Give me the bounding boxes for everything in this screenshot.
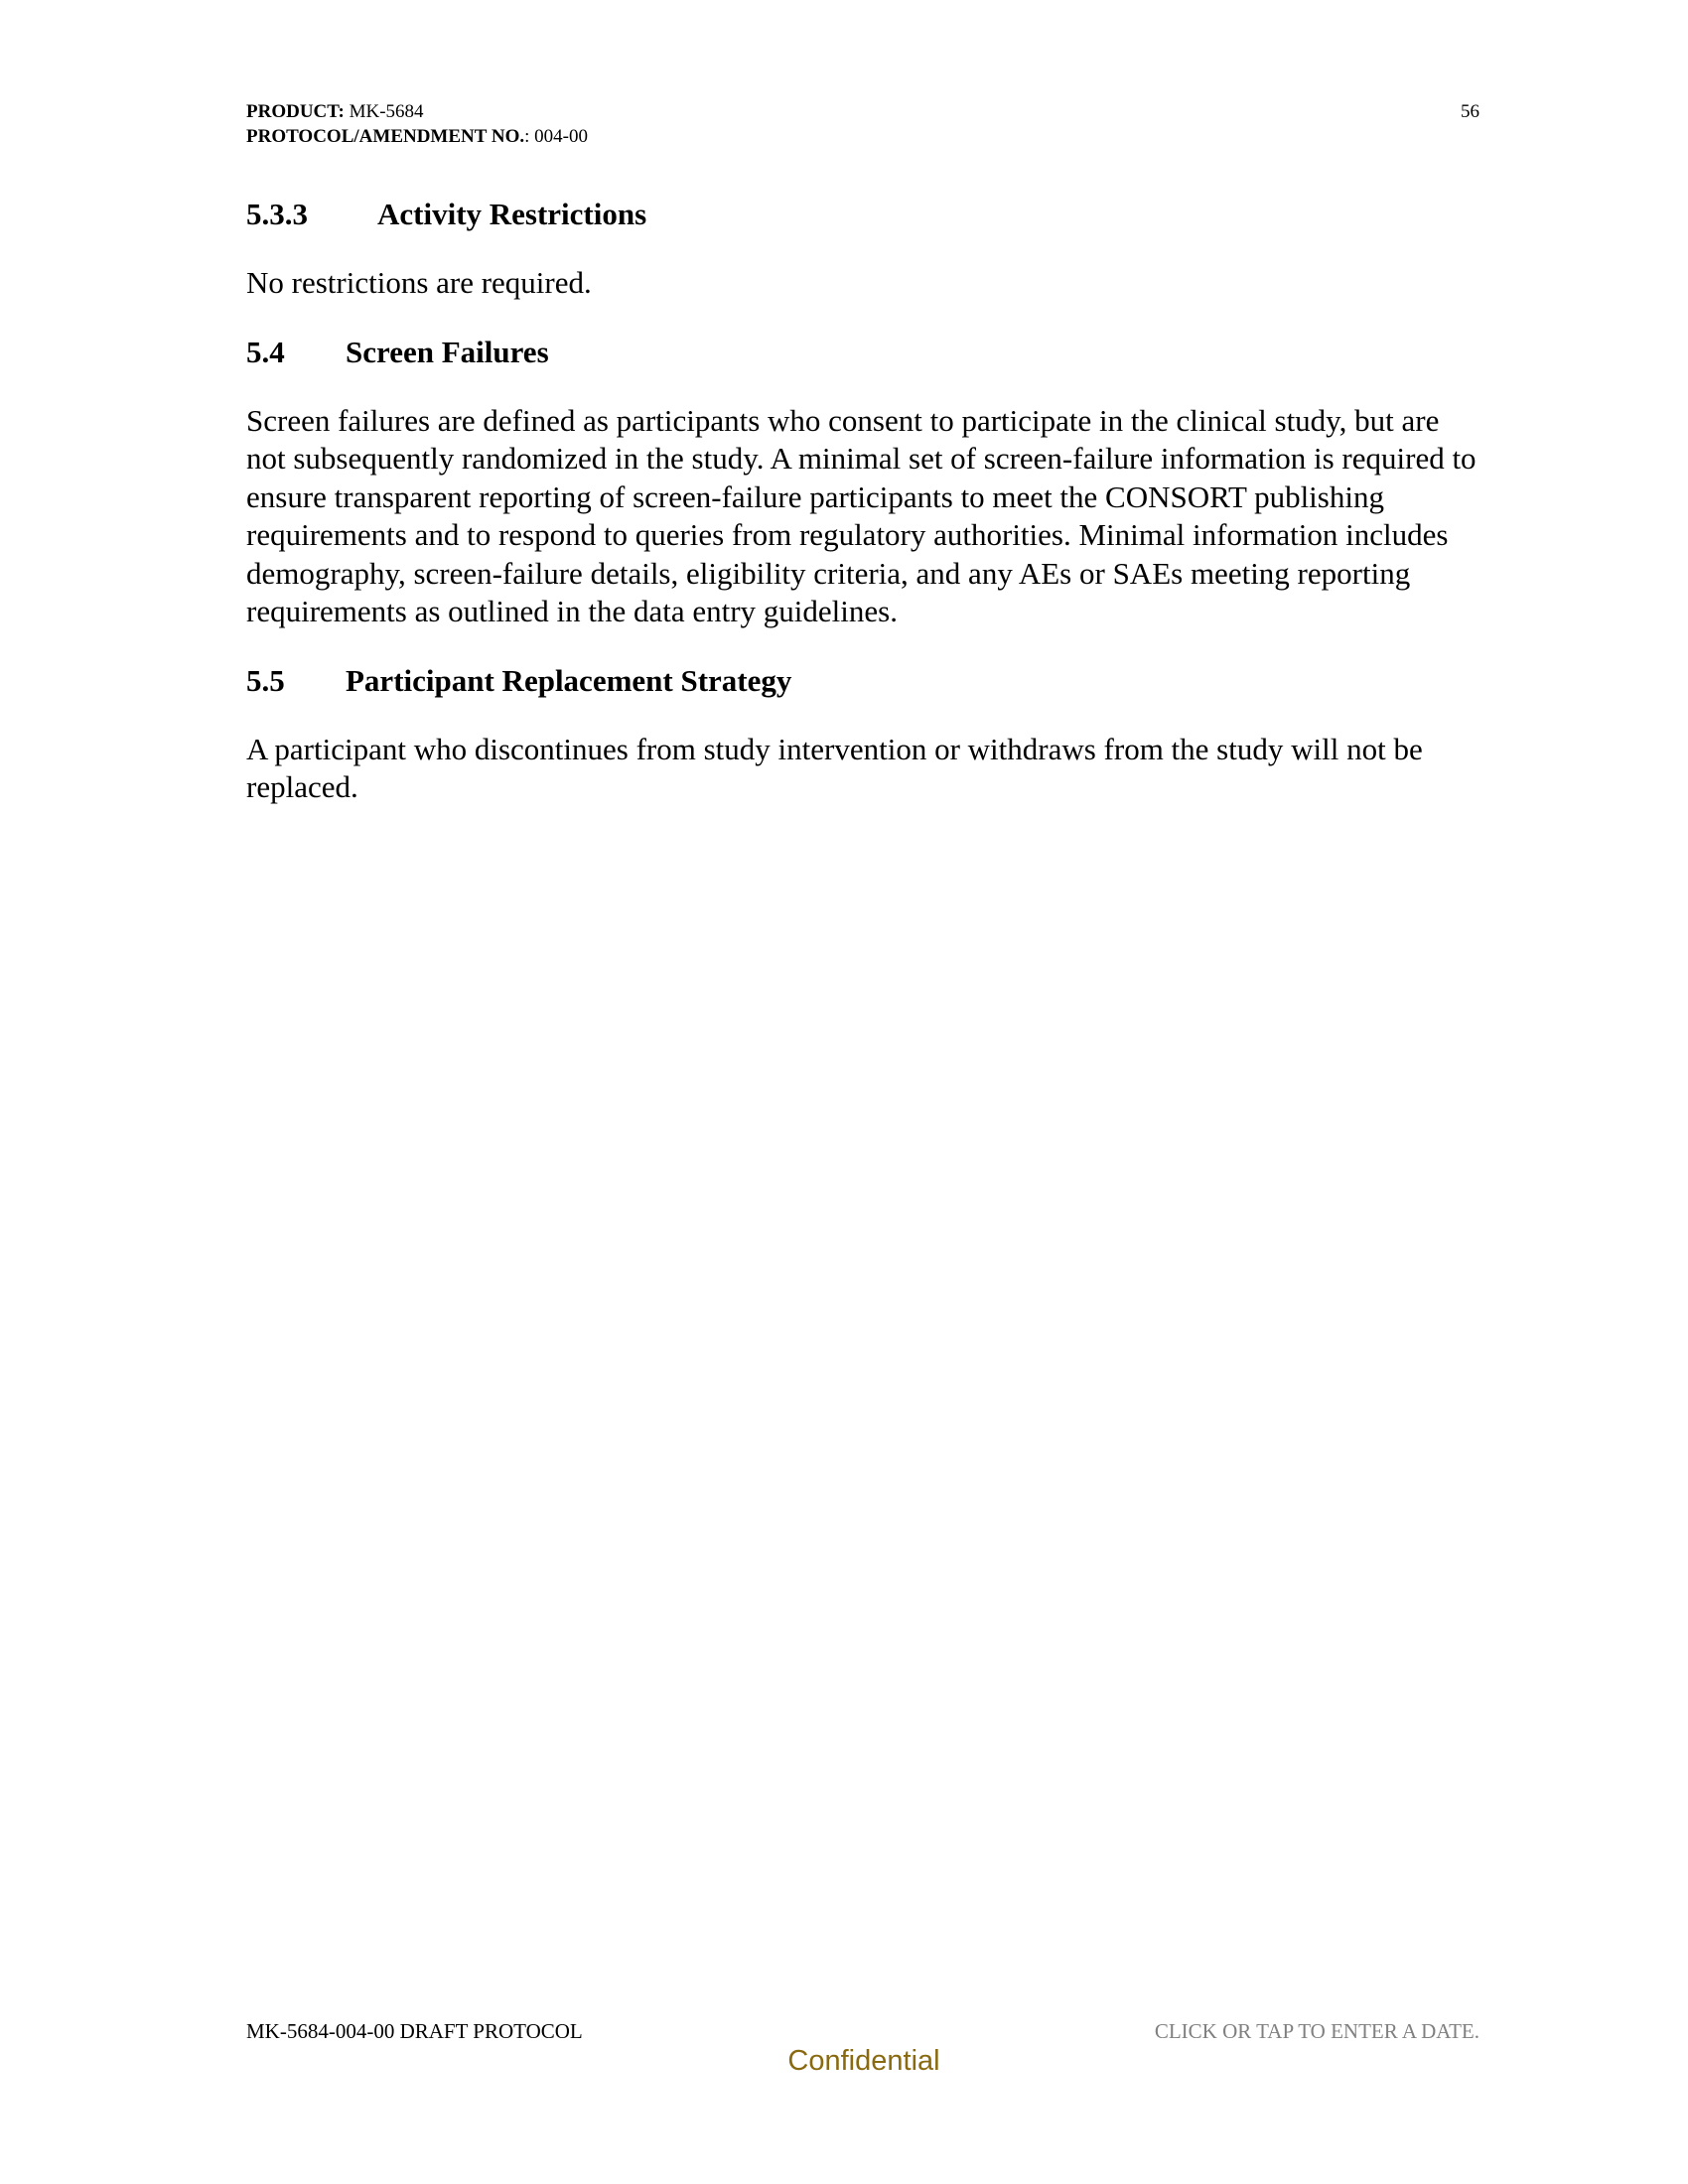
section-number: 5.5 bbox=[246, 662, 285, 698]
section-title: Activity Restrictions bbox=[377, 197, 647, 231]
page-content bbox=[246, 195, 1479, 807]
section-title: Participant Replacement Strategy bbox=[346, 662, 792, 698]
section-body-5-3-3: No restrictions are required. bbox=[246, 265, 592, 300]
section-body-5-5: A participant who discontinues from study intervention or withdraws from the study will not be replaced. bbox=[246, 731, 1423, 804]
section-body-5-4: Screen failures are defined as participants who consent to participate in the clinical study, but are not subsequently randomized in the study. A minimal set of screen-failure information is required to ensure transparent reporting of screen-failure participants to meet the CONSORT publishing requirements and to respond to queries from regulatory authorities. Minimal information includes demography, screen-failure details, eligibility criteria, and any AEs or SAEs meeting reporting requirements as outlined in the data entry guidelines. bbox=[246, 402, 1477, 628]
protocol-label: PROTOCOL/AMENDMENT NO. bbox=[246, 126, 525, 147]
section-number: 5.4 bbox=[246, 334, 285, 369]
section-title: Screen Failures bbox=[346, 334, 549, 369]
footer-document-id: MK-5684-004-00 DRAFT PROTOCOL bbox=[246, 2019, 583, 2043]
protocol-value: : 004-00 bbox=[524, 126, 588, 147]
section-heading-5-3-3 bbox=[246, 195, 1479, 234]
date-placeholder-field[interactable]: CLICK OR TAP TO ENTER A DATE. bbox=[1154, 2019, 1479, 2043]
confidential-label: Confidential bbox=[787, 2045, 940, 2077]
product-line bbox=[246, 99, 1479, 124]
product-value: MK-5684 bbox=[344, 101, 424, 122]
section-heading-5-5 bbox=[246, 661, 1479, 701]
protocol-line bbox=[246, 124, 1479, 149]
page-number: 56 bbox=[1461, 101, 1479, 122]
section-number: 5.3.3 bbox=[246, 197, 308, 231]
section-heading-5-4 bbox=[246, 333, 1479, 372]
page-header bbox=[246, 99, 1479, 149]
product-label: PRODUCT: bbox=[246, 101, 345, 122]
